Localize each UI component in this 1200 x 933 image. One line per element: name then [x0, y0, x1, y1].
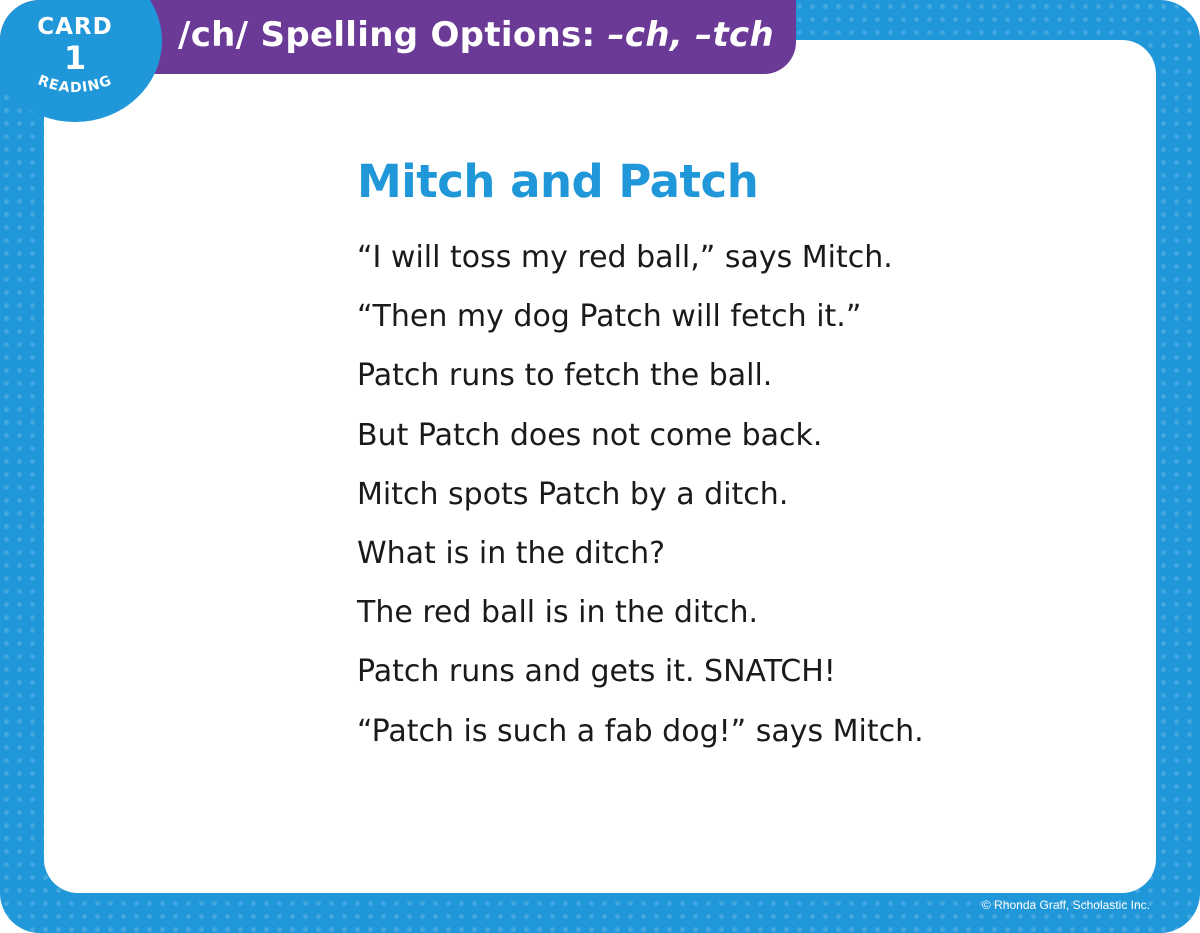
story-line: What is in the ditch? [357, 535, 666, 571]
heading-option-tch: –tch [695, 15, 774, 55]
heading-option-ch: –ch, [607, 15, 684, 55]
story-line: The red ball is in the ditch. [357, 595, 759, 631]
spelling-options-heading [178, 14, 774, 56]
copyright-notice: © Rhonda Graff, Scholastic Inc. [981, 898, 1150, 912]
story-line: Patch runs to fetch the ball. [357, 358, 773, 394]
badge-subject: READING [35, 72, 115, 97]
badge-subject-arc [20, 72, 130, 112]
story-line: “Patch is such a fab dog!” says Mitch. [357, 713, 924, 749]
story-line: “I will toss my red ball,” says Mitch. [357, 240, 893, 275]
card-number-badge [0, 0, 162, 122]
badge-card-label: CARD [37, 14, 113, 40]
story-title: Mitch and Patch [357, 155, 759, 208]
story-line: But Patch does not come back. [357, 417, 823, 453]
badge-card-number: 1 [63, 39, 87, 77]
svg-text:READING [36, 73, 115, 97]
story-line: Mitch spots Patch by a ditch. [357, 476, 789, 512]
story-line: Patch runs and gets it. SNATCH! [357, 654, 836, 690]
card-content-panel [44, 40, 1156, 893]
story-text [357, 232, 924, 765]
story-line: “Then my dog Patch will fetch it.” [357, 299, 862, 335]
heading-sound: /ch/ [178, 15, 249, 55]
heading-text: Spelling Options: [260, 15, 608, 55]
